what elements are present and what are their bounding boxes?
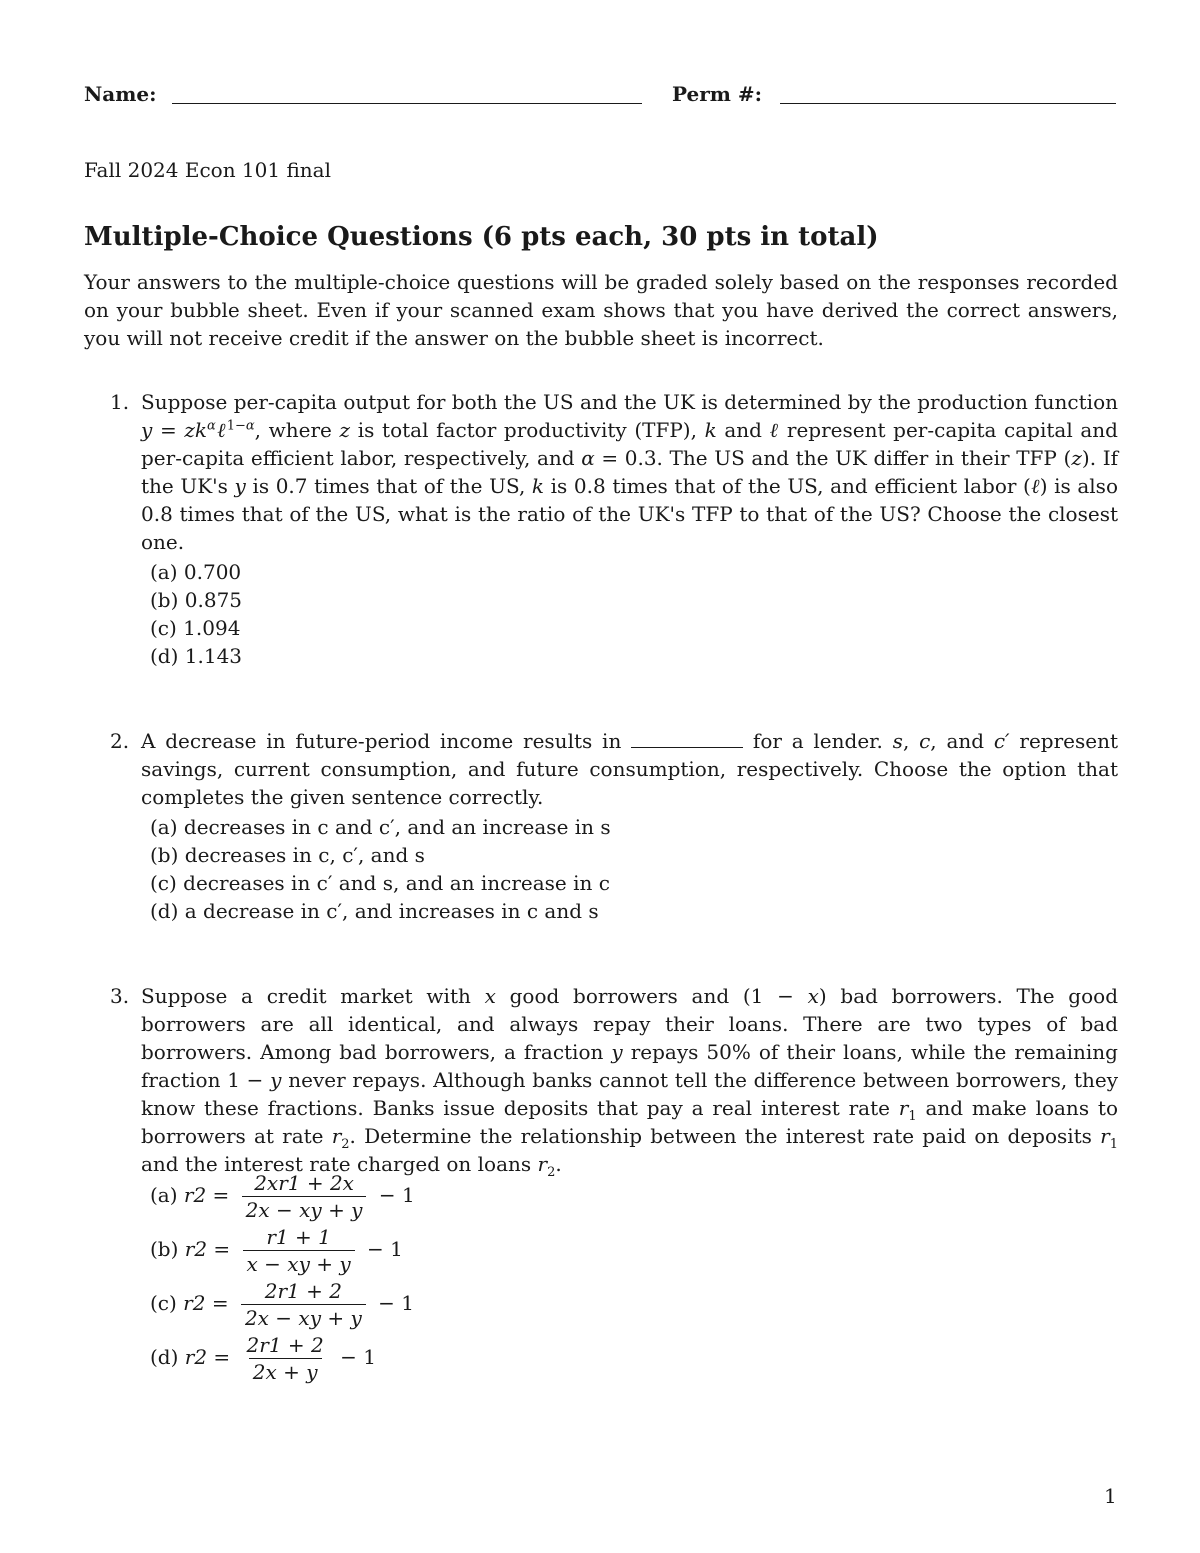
perm-label: Perm #: [672, 82, 763, 106]
q1-number: 1. [110, 390, 130, 414]
q2-number: 2. [110, 729, 130, 753]
q3-text: Suppose a credit market with x good borrowers and (1 − x) bad borrowers. The good borrowers are all identical, and always repay their loans. There are two types of bad borrowers. Among bad borrowers, a fraction y repays 50% of their loans, while the remaining fraction 1 − y never repays. Although banks cannot tell the difference between borrowers, they know these fractions. Banks issue deposits that pay a real interest rate $r_1$ and make loans to borrowers at rate $r_2$. Determine the relationship between the interest rate paid on deposits $r_1$ and the interest rate charged on loans $r_2$. [141, 984, 1118, 1180]
q3-option-d: (d) r2 = $\frac{2r1 + 2}{2x + y}$ − 1 [150, 1333, 376, 1384]
instructions: Your answers to the multiple-choice questions will be graded solely based on the responses recorded on your bubble sheet. Even if your scanned exam shows that you have derived the correct answers, you will not receive credit if the answer on the bubble sheet is incorrect. [84, 270, 1118, 350]
page-number: 1 [1104, 1484, 1117, 1508]
q2-option-d: (d) a decrease in c′, and increases in c and s [150, 899, 599, 923]
q2-option-c: (c) decreases in c′ and s, and an increase in c [150, 871, 610, 895]
q3-option-a: (a) r2 = $\frac{2xr1 + 2x}{2x - xy + y}$ − 1 [150, 1171, 415, 1222]
q2-text: A decrease in future-period income results in for a lender. s, c, and c′ represent savings, current consumption, and future consumption, respectively. Choose the option that completes the given sentence correctly. [141, 729, 1118, 809]
q2-option-b: (b) decreases in c, c′, and s [150, 843, 425, 867]
q1-option-d: (d) 1.143 [150, 644, 243, 668]
q3-option-c: (c) r2 = $\frac{2r1 + 2}{2x - xy + y}$ − 1 [150, 1279, 414, 1330]
q1-option-b: (b) 0.875 [150, 588, 243, 612]
q1-option-a: (a) 0.700 [150, 560, 242, 584]
section-title: Multiple-Choice Questions (6 pts each, 30 pts in total) [84, 222, 879, 252]
name-field[interactable] [172, 103, 642, 104]
course-line: Fall 2024 Econ 101 final [84, 158, 332, 182]
perm-field[interactable] [780, 103, 1116, 104]
name-label: Name: [84, 82, 157, 106]
q3-option-b: (b) r2 = $\frac{r1 + 1}{x - xy + y}$ − 1 [150, 1225, 403, 1276]
q1-option-c: (c) 1.094 [150, 616, 241, 640]
q2-blank [631, 729, 743, 748]
q3-number: 3. [110, 984, 130, 1008]
q2-option-a: (a) decreases in c and c′, and an increase in s [150, 815, 611, 839]
q1-text: Suppose per-capita output for both the US and the UK is determined by the production function $y = zk^\alpha\ell^{1-\alpha}$, where z is total factor productivity (TFP), k and ℓ represent per-capita capital and per-capita efficient labor, respectively, and α = 0.3. The US and the UK differ in their TFP (z). If the UK's y is 0.7 times that of the US, k is 0.8 times that of the US, and efficient labor (ℓ) is also 0.8 times that of the US, what is the ratio of the UK's TFP to that of the US? Choose the closest one. [141, 390, 1118, 554]
